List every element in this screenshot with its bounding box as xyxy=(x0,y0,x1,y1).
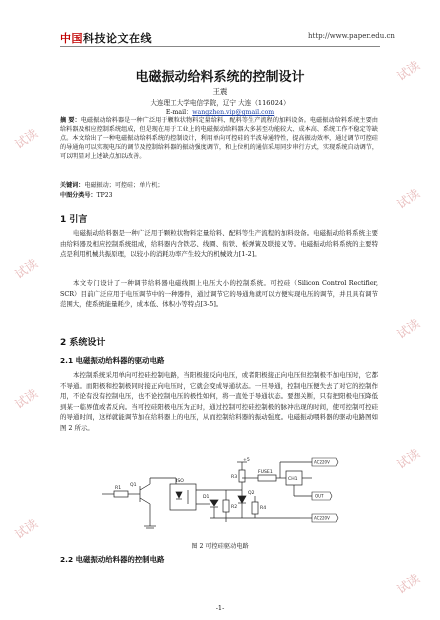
paper-title: 电磁振动给料系统的控制设计 xyxy=(135,70,305,85)
class-label: 中图分类号： xyxy=(60,192,97,199)
label-r2: R2 xyxy=(231,505,238,510)
label-q2: Q2 xyxy=(248,491,255,496)
abstract-text: 电磁振动给料器是一种广泛用于颗粒状物料定量给料、配料等生产流程的加料设备。电磁振动给料系统主要由给料器及相应控制系统组成，但是现在用于工业上的电磁振动给料器大多甚至功能较大、成本高、系统工作不稳定等缺点。本文给出了一种电磁振动给料系统的控制设计，利用单向可控硅的半波导通特性，提高振动效率，通过调节可控硅的导通角可以实现电压的调节及控制给料器的振动强度调节，和上位机的通信采用同步串行方式，实现系统自动调节，可以明显对上述缺点加以改善。 xyxy=(60,117,379,161)
section-1-paragraph-1: 电磁振动给料器是一种广泛用于颗粒状物料定量给料、配料等生产流程的加料设备。电磁振动给料系统主要由给料器及相应控制系统组成，给料器内含铁芯、线圈、衔铁、板弹簧及联接叉等。电磁振动给料系统的主要特点是利用机械共振原理，以较小的消耗功率产生较大的机械效力[1-2]。 xyxy=(60,229,378,259)
scr-drive-circuit-diagram xyxy=(100,456,340,538)
page-number: -1- xyxy=(215,604,225,612)
classification xyxy=(60,190,378,199)
label-ac-2: AC220V xyxy=(314,515,330,521)
label-d1: D1 xyxy=(203,495,210,500)
label-load: CH1 xyxy=(288,477,298,482)
section-2-heading: 2 系统设计 xyxy=(60,338,106,348)
section-2-1-paragraph: 本控制系统采用单向可控硅控制电路，当阳极接反向电压，或者阳极接正向电压但控制极不加电压时，它都不导通。而阳极和控制极同时接正向电压时，它就会变成导通状态。一旦导通，控制电压便失去了对它的控制作用，不论有没有控制电压，也不论控制电压的极性如何，将一直处于导通状态。要想关断，只有把阳极电压降低到某一临界值或者反向。当可控硅阳极电压为正时，通过控制可控硅控制极的脉冲出现的时间，使可控制可控硅的导通时间，这样就能调节加在给料器上的电压，从而控制给料器的振动强度。电磁振动喂料器的驱动电路图如图 2 所示。 xyxy=(60,371,378,432)
label-out: OUT xyxy=(315,493,324,499)
watermark-text: 试读 xyxy=(12,126,41,152)
abstract xyxy=(60,116,378,161)
section-2-2-heading: 2.2 电磁振动给料器的控制电路 xyxy=(60,555,165,564)
watermark-text: 试读 xyxy=(394,571,423,597)
keywords-label: 关键词： xyxy=(60,182,85,189)
watermark-text: 试读 xyxy=(12,256,41,282)
label-ac-1: AC220V xyxy=(314,459,330,465)
section-1-heading: 1 引言 xyxy=(60,215,88,225)
logo-red-text: 中国 xyxy=(60,32,83,45)
watermark-text: 试读 xyxy=(394,186,423,212)
keywords-text: 电磁振动；可控硅；单片机； xyxy=(84,182,164,189)
label-iso: ISO xyxy=(176,479,184,484)
label-fuse: FUSE1 xyxy=(258,470,273,475)
paper-affiliation: 大连理工大学电信学院，辽宁 大连（116024） xyxy=(150,99,290,107)
watermark-text: 试读 xyxy=(394,446,423,472)
label-r4: R4 xyxy=(260,506,267,511)
figure-caption: 图 2 可控硅驱动电路 xyxy=(191,543,249,550)
class-number: TP23 xyxy=(96,192,113,199)
paper-author: 王震 xyxy=(212,87,228,96)
site-url[interactable]: http://www.paper.edu.cn xyxy=(308,32,395,40)
abstract-label: 摘 要： xyxy=(60,117,81,124)
label-q1: Q1 xyxy=(130,483,137,488)
label-r3: R3 xyxy=(231,475,238,480)
watermark-text: 试读 xyxy=(394,58,423,84)
email-link[interactable]: wangzhen.vip@gmail.com xyxy=(192,109,275,116)
watermark-text: 试读 xyxy=(394,316,423,342)
watermark-text: 试读 xyxy=(12,516,41,542)
site-logo[interactable] xyxy=(60,30,152,46)
logo-black-text: 科技论文在线 xyxy=(83,32,152,45)
paper-email-line xyxy=(60,107,380,116)
header-rule xyxy=(60,46,380,47)
section-2-1-heading: 2.1 电磁振动给料器的驱动电路 xyxy=(60,356,165,365)
watermark-text: 试读 xyxy=(12,386,41,412)
label-r1: R1 xyxy=(115,486,122,491)
email-label: E-mail： xyxy=(165,109,193,116)
keywords xyxy=(60,180,378,189)
label-vcc: +5 xyxy=(243,458,250,463)
section-1-paragraph-2: 本文专门设计了一种调节给料器电磁线圈上电压大小的控制系统。可控硅（Silicon Control Rectifier, SCR）目前广泛应用于电压调节中的一种器件，通过调节它的导通角就可以方便实现电压的调节，并且具有调节范围大，使系统能量耗少，成本低、体积小等特点[3-5]。 xyxy=(60,279,378,309)
